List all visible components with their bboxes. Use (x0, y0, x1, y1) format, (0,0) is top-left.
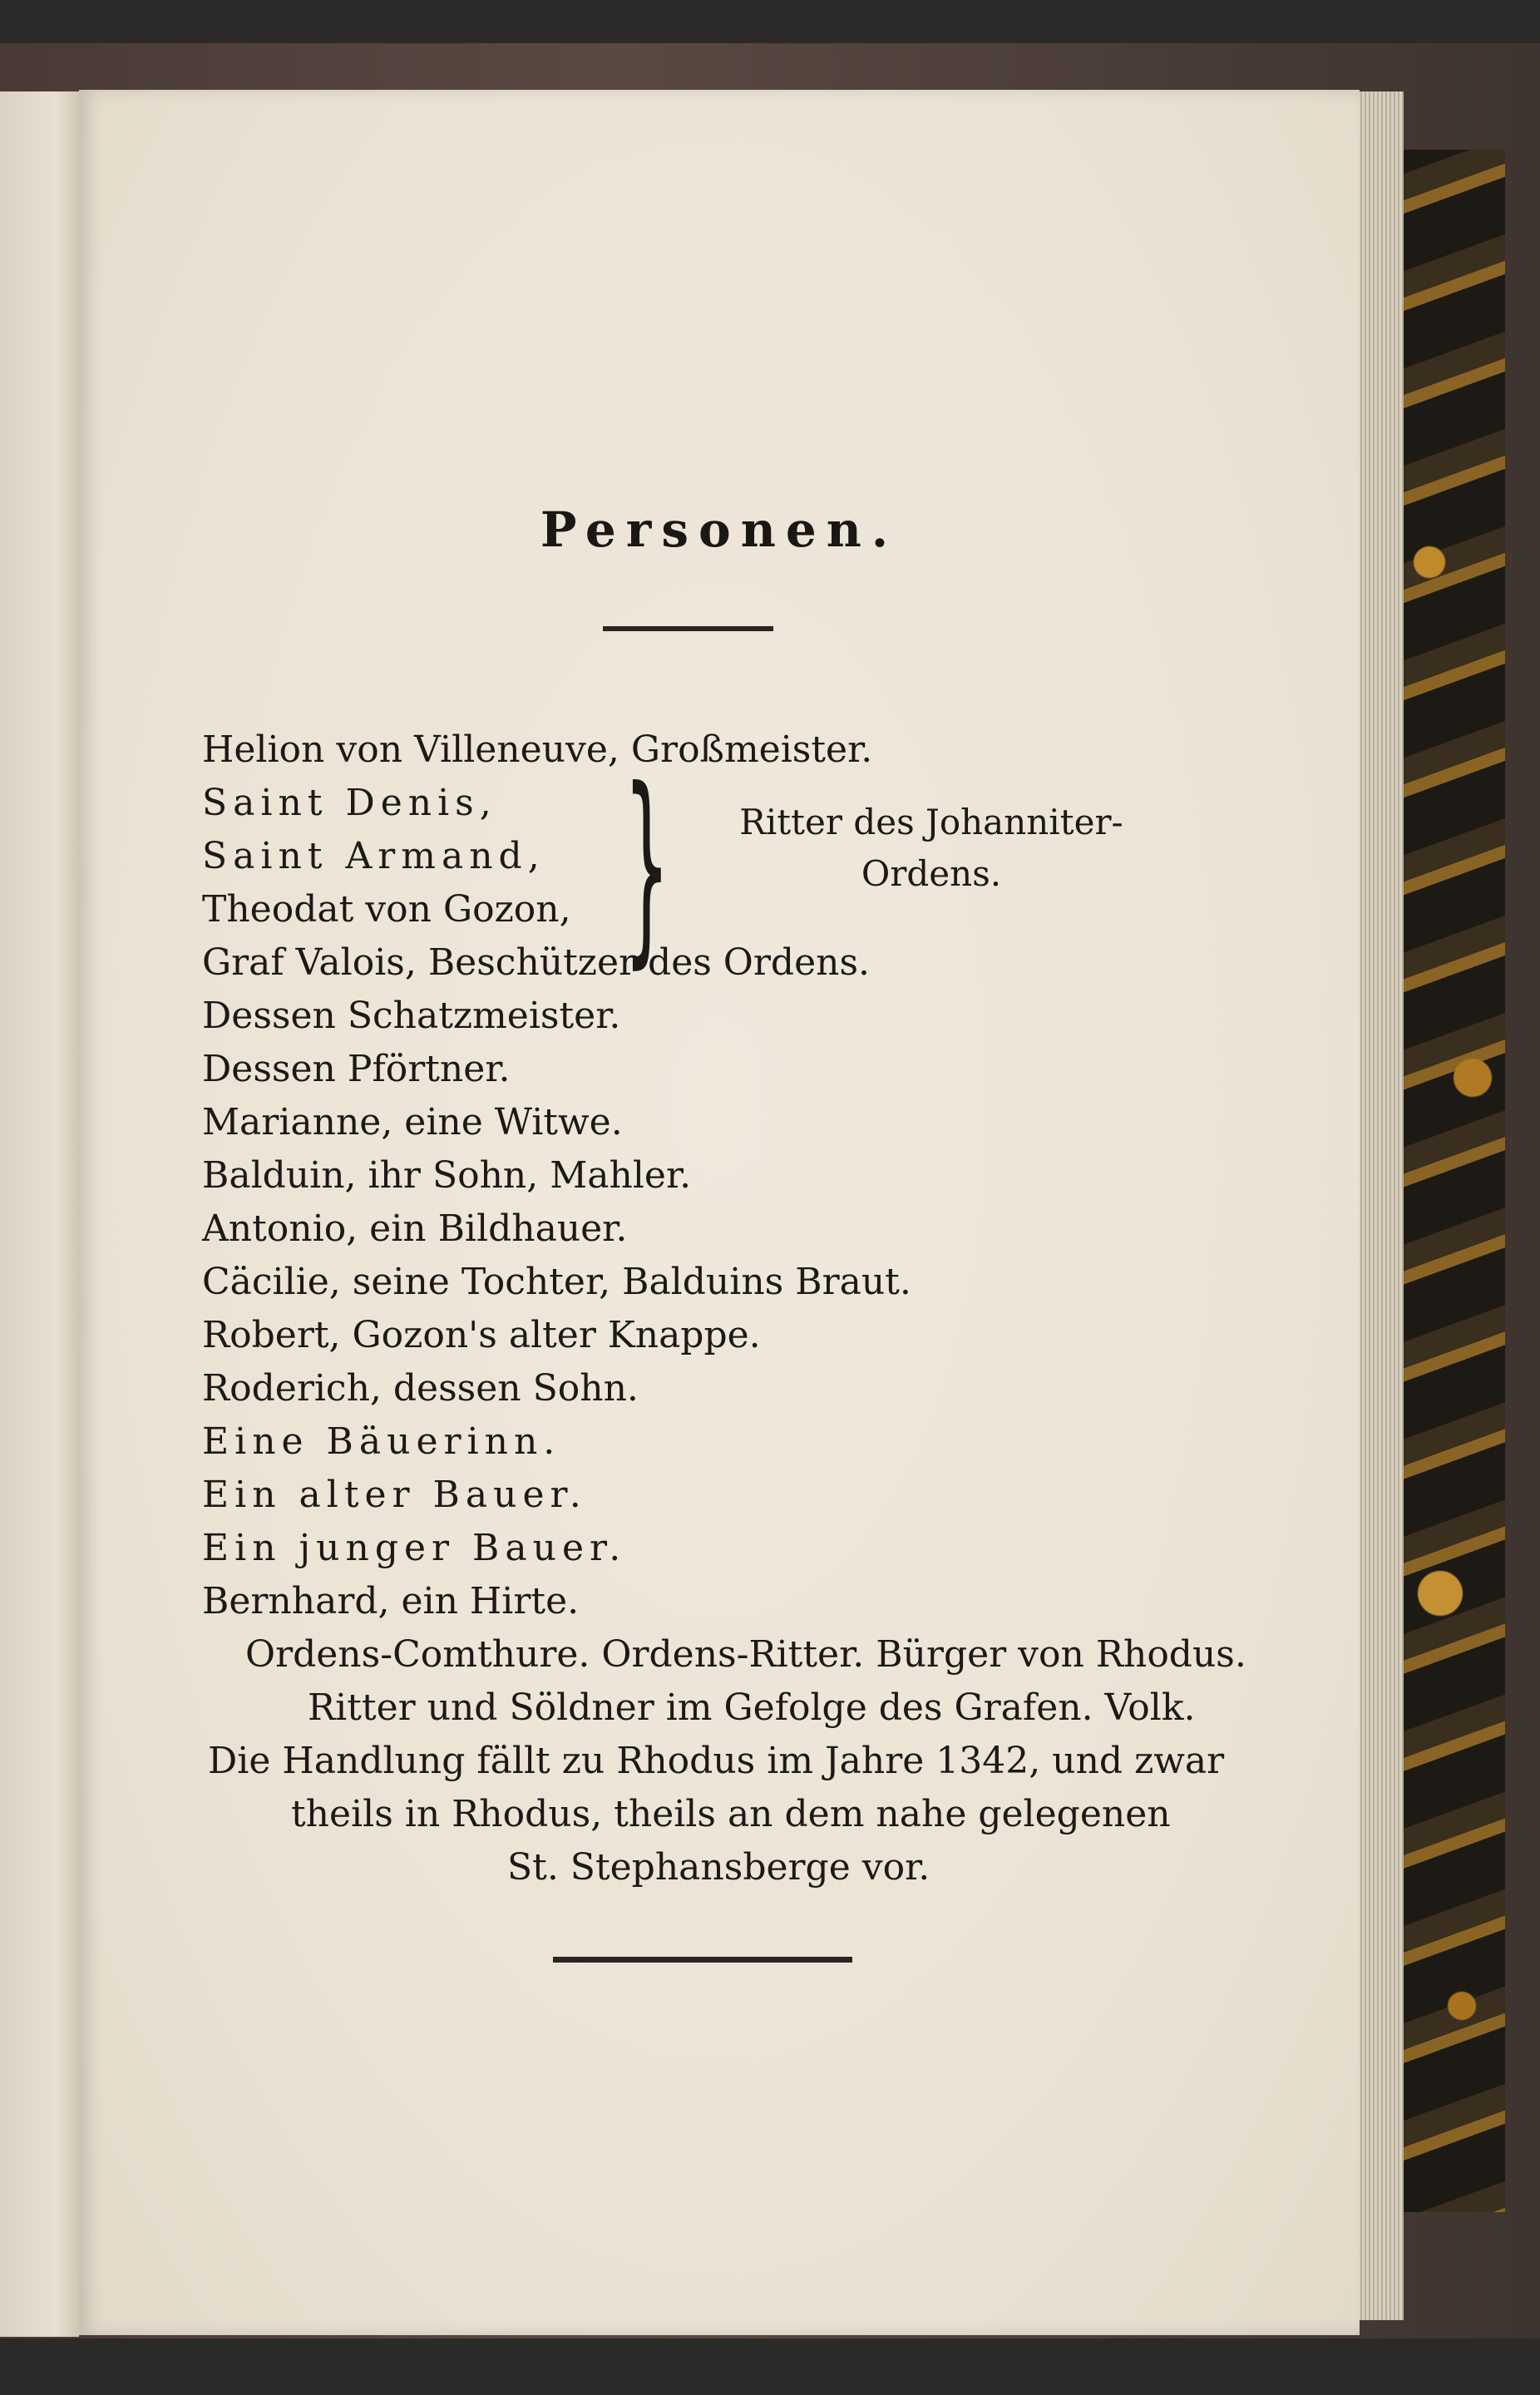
cast-line: Saint Armand, (202, 835, 545, 877)
cast-line: Eine Bäuerinn. (202, 1420, 561, 1463)
closing-line: Die Handlung fällt zu Rhodus im Jahre 1342, und zwar (208, 1740, 1225, 1782)
cast-line: Ein alter Bauer. (202, 1474, 587, 1516)
brace-note-line: Ordens. (861, 853, 1002, 894)
cast-line: Helion von Villeneuve, Großmeister. (202, 728, 873, 771)
closing-line: Ritter und Söldner im Gefolge des Grafen. Volk. (308, 1686, 1196, 1729)
closing-line: Ordens-Comthure. Ordens-Ritter. Bürger von Rhodus. (245, 1633, 1246, 1676)
cast-line: Robert, Gozon's alter Knappe. (202, 1314, 761, 1356)
closing-line: St. Stephansberge vor. (507, 1846, 930, 1889)
cast-line: Dessen Schatzmeister. (202, 995, 621, 1037)
grouping-brace: } (624, 744, 670, 986)
page-block-edges (1354, 91, 1404, 2320)
page-title: Personen. (540, 501, 899, 558)
cast-line: Graf Valois, Beschützer des Ordens. (202, 941, 871, 984)
left-page-edge (0, 91, 79, 2337)
cast-line: Roderich, dessen Sohn. (202, 1367, 639, 1410)
cast-line: Bernhard, ein Hirte. (202, 1580, 580, 1622)
marbled-cover-edge (1397, 150, 1505, 2212)
cast-line: Marianne, eine Witwe. (202, 1101, 623, 1143)
cast-line: Saint Denis, (202, 782, 497, 824)
closing-rule (553, 1957, 852, 1963)
book-page (79, 90, 1360, 2335)
cast-line: Theodat von Gozon, (202, 888, 571, 931)
cast-line: Balduin, ihr Sohn, Mahler. (202, 1154, 692, 1197)
cast-line: Dessen Pförtner. (202, 1048, 511, 1090)
cast-line: Antonio, ein Bildhauer. (202, 1207, 628, 1250)
cast-line: Cäcilie, seine Tochter, Balduins Braut. (202, 1261, 911, 1303)
title-rule (603, 626, 773, 631)
brace-note-line: Ritter des Johanniter- (739, 802, 1123, 842)
cast-line: Ein junger Bauer. (202, 1527, 627, 1569)
closing-line: theils in Rhodus, theils an dem nahe gelegenen (291, 1793, 1171, 1835)
